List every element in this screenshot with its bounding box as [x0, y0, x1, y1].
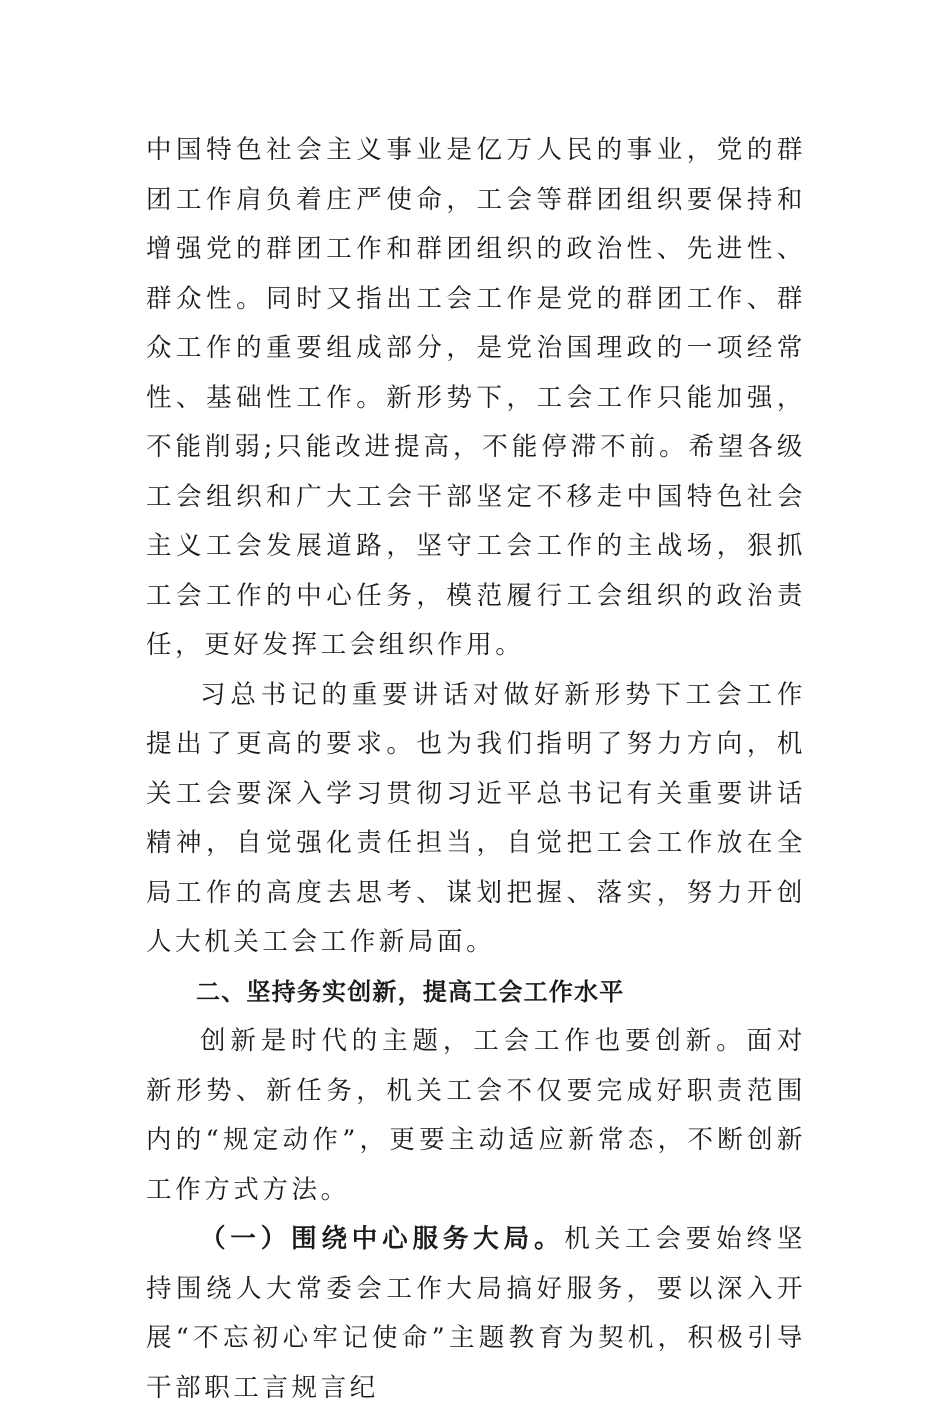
subsection-lead: （一）围绕中心服务大局。: [200, 1224, 565, 1254]
body-paragraph-3: 创新是时代的主题，工会工作也要创新。面对新形势、新任务，机关工会不仅要完成好职责范围内的“规定动作”，更要主动适应新常态，不断创新工作方式方法。: [146, 1026, 806, 1205]
body-paragraph-4: [146, 1215, 806, 1413]
document-page: [146, 126, 806, 1413]
subsection-text: 机关工会要始终坚持围绕人大常委会工作大局搞好服务，要以深入开展“不忘初心牢记使命”主题教育为契机，积极引导干部职工言规言纪: [146, 1224, 806, 1403]
body-paragraph-1: 中国特色社会主义事业是亿万人民的事业，党的群团工作肩负着庄严使命，工会等群团组织要保持和增强党的群团工作和群团组织的政治性、先进性、群众性。同时又指出工会工作是党的群团工作、群众工作的重要组成部分，是党治国理政的一项经常性、基础性工作。新形势下，工会工作只能加强，不能削弱;只能改进提高，不能停滞不前。希望各级工会组织和广大工会干部坚定不移走中国特色社会主义工会发展道路，坚守工会工作的主战场，狠抓工会工作的中心任务，模范履行工会组织的政治责任，更好发挥工会组织作用。: [146, 135, 806, 660]
section-heading: 二、坚持务实创新，提高工会工作水平: [196, 977, 625, 1006]
body-paragraph-2: 习总书记的重要讲话对做好新形势下工会工作提出了更高的要求。也为我们指明了努力方向，机关工会要深入学习贯彻习近平总书记有关重要讲话精神，自觉强化责任担当，自觉把工会工作放在全局工作的高度去思考、谋划把握、落实，努力开创人大机关工会工作新局面。: [146, 679, 806, 957]
